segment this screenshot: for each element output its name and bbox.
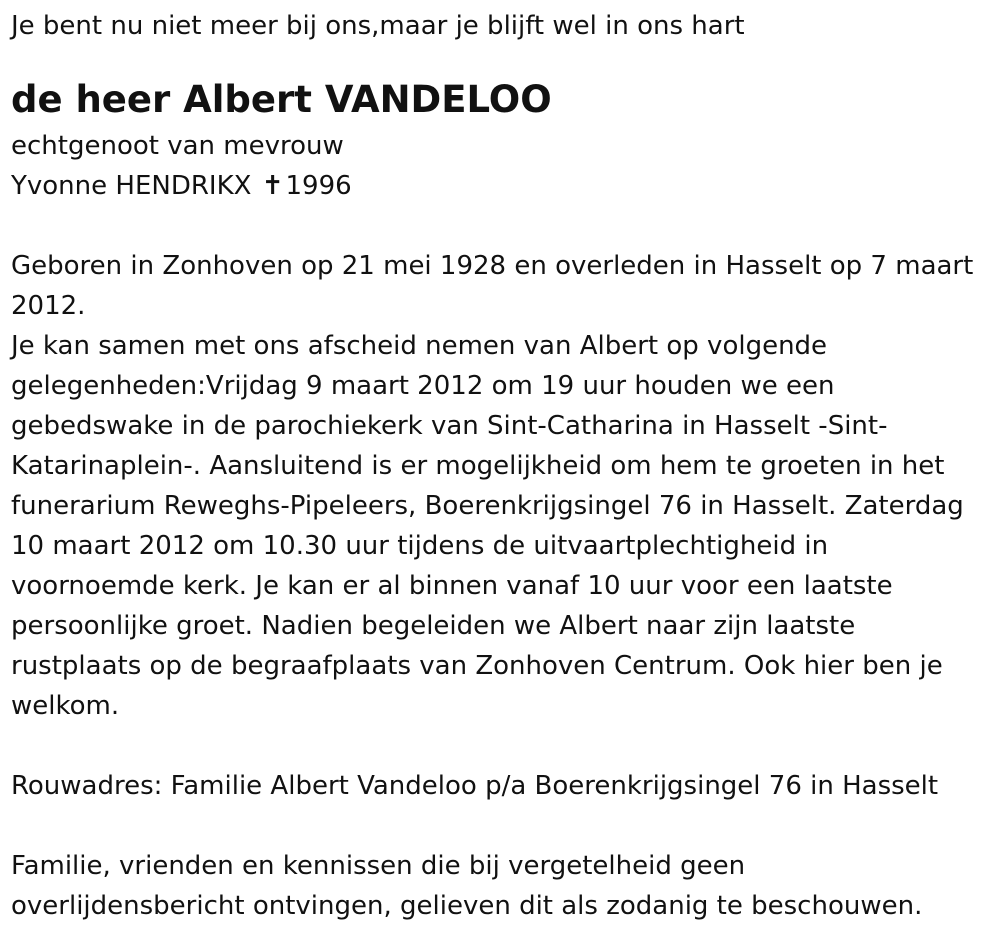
deceased-name: de heer Albert VANDELOO [11,78,552,121]
spacer [11,206,986,246]
farewell-paragraph: Je kan samen met ons afscheid nemen van Albert op volgende gelegenheden:Vrijdag 9 maart 2012 om 19 uur houden we een gebedswake in de parochiekerk van Sint-Catharina in Hasselt -Sint-Katarinaplein-. Aansluitend is er mogelijkheid om hem te groeten in het funerarium Reweghs-Pipeleers, Boerenkrijgsingel 76 in Hasselt. Zaterdag 10 maart 2012 om 10.30 uur tijdens de uitvaartplechtigheid in voornoemde kerk. Je kan er al binnen vanaf 10 uur voor een laatste persoonlijke groet. Nadien begeleiden we Albert naar zijn laatste rustplaats op de begraafplaats van Zonhoven Centrum. Ook hier ben je welkom. [11,331,964,721]
spouse-name: Yvonne HENDRIKX [11,171,252,201]
mourning-address: Rouwadres: Familie Albert Vandeloo p/a Boerenkrijgsingel 76 in Hasselt [11,771,939,801]
cross-icon: ✝ [261,171,284,201]
spouse-line [11,166,986,206]
obituary-notice [11,6,986,926]
relation-text: echtgenoot van mevrouw [11,131,344,161]
spouse-death-year: 1996 [285,171,352,201]
spacer [11,806,986,846]
spacer [11,726,986,766]
closing-note: Familie, vrienden en kennissen die bij vergetelheid geen overlijdensbericht ontvingen, gelieven dit als zodanig te beschouwen. [11,851,923,921]
motto: Je bent nu niet meer bij ons,maar je blijft wel in ons hart [11,11,745,41]
birth-death-paragraph: Geboren in Zonhoven op 21 mei 1928 en overleden in Hasselt op 7 maart 2012. [11,251,974,321]
